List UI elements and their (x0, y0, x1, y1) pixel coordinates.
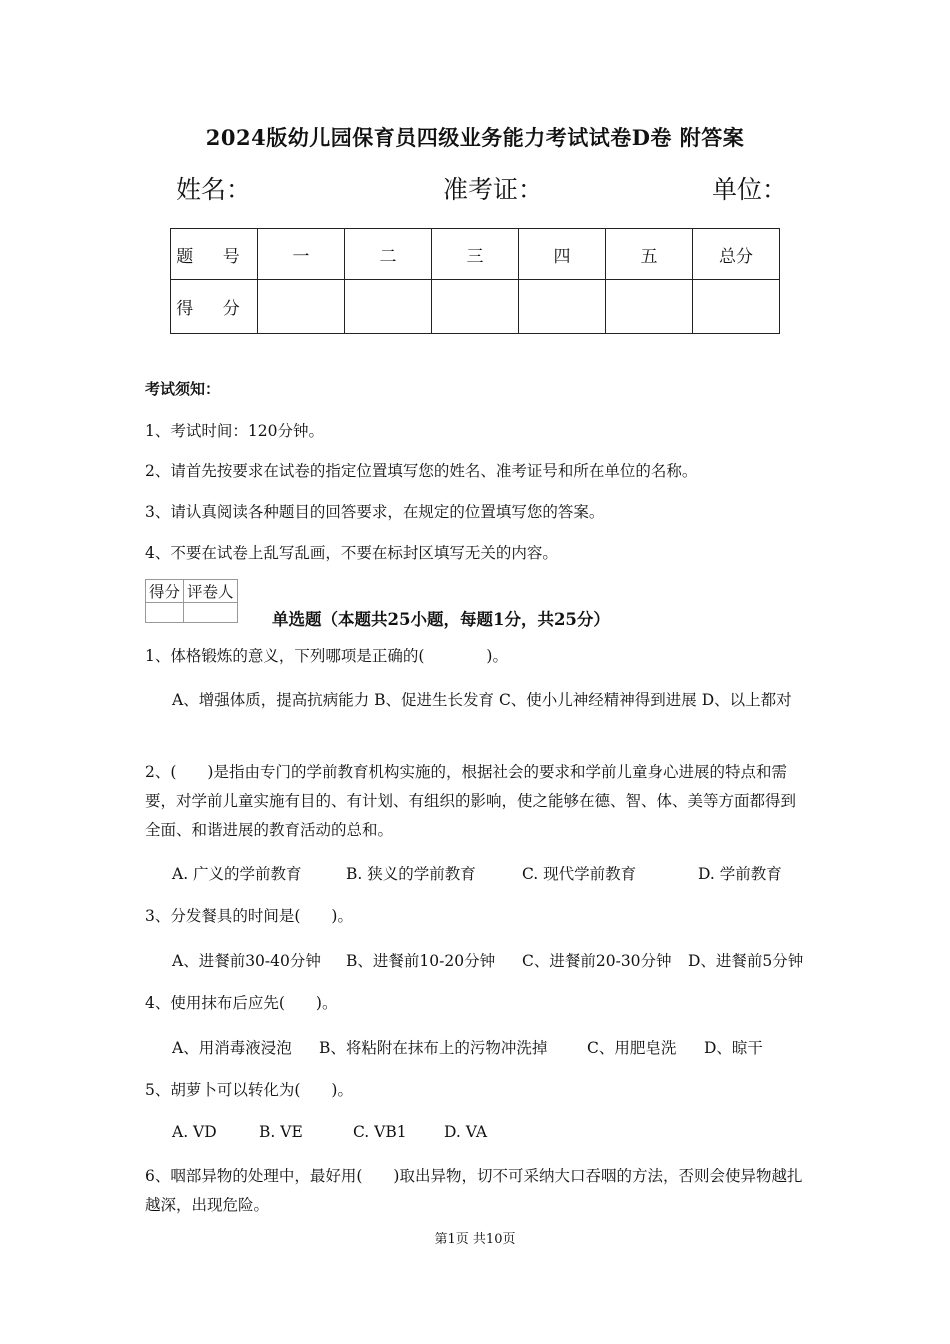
grader-score-cell[interactable] (146, 603, 184, 623)
option-d: D、晾干 (704, 1039, 763, 1057)
score-table-cell: 一 (258, 229, 345, 280)
section-title: 单选题（本题共25小题，每题1分，共25分） (272, 610, 610, 629)
score-table (170, 228, 780, 334)
score-input-cell[interactable] (693, 280, 780, 334)
option-b: B. VE (259, 1123, 303, 1141)
score-table-cell: 四 (519, 229, 606, 280)
question-5-stem: 5、胡萝卜可以转化为( )。 (145, 1081, 353, 1099)
score-input-cell[interactable] (432, 280, 519, 334)
unit-label: 单位： (712, 175, 788, 204)
grader-name-label: 评卷人 (184, 580, 238, 603)
page-footer: 第1页 共10页 (434, 1232, 516, 1247)
option-c: C. 现代学前教育 (522, 865, 637, 883)
name-label: 姓名： (176, 175, 252, 204)
notice-item: 2、请首先按要求在试卷的指定位置填写您的姓名、准考证号和所在单位的名称。 (145, 462, 698, 480)
score-table-score-row (171, 280, 780, 334)
score-table-cell: 题 号 (171, 229, 258, 280)
option-d: D. VA (444, 1123, 488, 1141)
option-c: C. VB1 (353, 1123, 407, 1141)
question-2-stem: 2、( )是指由专门的学前教育机构实施的，根据社会的要求和学前儿童身心进展的特点和需要，对学前儿童实施有目的、有计划、有组织的影响，使之能够在德、智、体、美等方面都得到全面、和谐进展的教育活动的总和。 (145, 763, 797, 839)
notice-item: 1、考试时间：120分钟。 (145, 422, 324, 440)
exam-id-label: 准考证： (443, 175, 544, 204)
question-2-options (172, 862, 782, 884)
score-input-cell[interactable] (519, 280, 606, 334)
question-5-options (172, 1123, 487, 1141)
option-a: A. 广义的学前教育 (172, 865, 302, 883)
option-b: B. 狭义的学前教育 (346, 865, 476, 883)
exam-title: 2024版幼儿园保育员四级业务能力考试试卷D卷 附答案 (205, 125, 745, 150)
score-table-cell: 得 分 (171, 280, 258, 334)
question-1-stem: 1、体格锻炼的意义，下列哪项是正确的( )。 (145, 647, 508, 665)
option-d: D、进餐前5分钟 (688, 952, 804, 970)
option-b: B、将粘附在抹布上的污物冲洗掉 (319, 1039, 548, 1057)
option-c: C、进餐前20-30分钟 (522, 952, 672, 970)
grader-score-label: 得分 (146, 580, 184, 603)
score-input-cell[interactable] (606, 280, 693, 334)
score-input-cell[interactable] (258, 280, 345, 334)
option-c: C、用肥皂洗 (587, 1039, 677, 1057)
score-table-cell: 二 (345, 229, 432, 280)
question-3-options (172, 949, 803, 971)
option-a: A、进餐前30-40分钟 (172, 952, 321, 970)
question-3-stem: 3、分发餐具的时间是( )。 (145, 907, 353, 925)
question-1-options: A、增强体质，提高抗病能力 B、促进生长发育 C、使小儿神经精神得到进展 D、以上都对 (172, 691, 792, 709)
question-6-stem: 6、咽部异物的处理中，最好用( )取出异物，切不可采纳大口吞咽的方法，否则会使异物越扎越深，出现危险。 (145, 1167, 803, 1214)
grader-box (145, 579, 238, 623)
score-table-cell: 三 (432, 229, 519, 280)
score-table-cell: 总分 (693, 229, 780, 280)
question-4-options (172, 1036, 763, 1058)
notice-title: 考试须知： (145, 380, 221, 398)
score-table-cell: 五 (606, 229, 693, 280)
question-4-stem: 4、使用抹布后应先( )。 (145, 994, 338, 1012)
option-a: A. VD (172, 1123, 217, 1141)
option-b: B、进餐前10-20分钟 (346, 952, 496, 970)
grader-name-cell[interactable] (184, 603, 238, 623)
score-input-cell[interactable] (345, 280, 432, 334)
notice-item: 4、不要在试卷上乱写乱画，不要在标封区填写无关的内容。 (145, 544, 558, 562)
option-d: D. 学前教育 (698, 865, 782, 883)
option-a: A、用消毒液浸泡 (172, 1039, 292, 1057)
score-table-header-row (171, 229, 780, 280)
notice-item: 3、请认真阅读各种题目的回答要求，在规定的位置填写您的答案。 (145, 503, 605, 521)
